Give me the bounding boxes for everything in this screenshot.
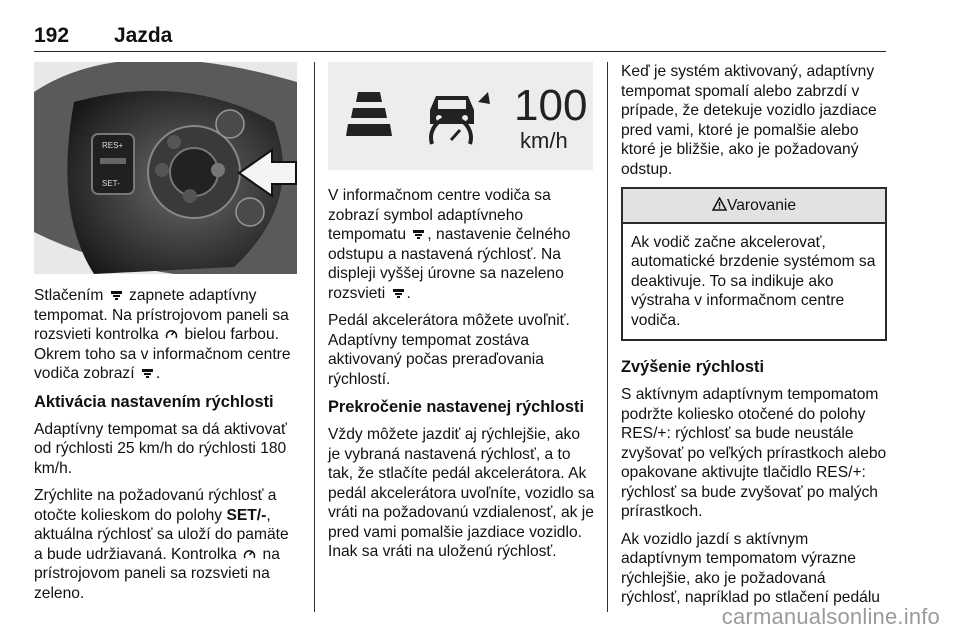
set-label: SET- — [102, 179, 120, 188]
paragraph: Keď je systém aktivovaný, adaptívny tempomat spomalí alebo zabrzdí v prípade, že detekuje vozidlo jazdiace pred vami, ktoré je pomalšie alebo ktoré je bližšie, ako je požadovaný odstup. — [621, 63, 877, 178]
column-1 — [34, 62, 300, 611]
column-3 — [621, 62, 887, 616]
warning-header — [623, 189, 885, 224]
paragraph: Pedál akcelerátora môžete uvoľniť. Adaptívny tempomat zostáva aktivovaný počas preraďovania rýchlostí. — [328, 312, 570, 388]
column-divider — [607, 62, 608, 612]
page-number: 192 — [34, 24, 70, 47]
set-speed: 100 — [514, 81, 588, 130]
paragraph: Ak vozidlo jazdí s aktívnym adaptívnym tempomatom výrazne rýchlejšie, ako je požadovaná rýchlosť, napríklad po stlačení pedálu — [621, 530, 880, 606]
page-header — [34, 24, 886, 50]
warning-box — [621, 187, 887, 341]
paragraph: V informačnom centre vodiča sa zobrazí symbol adaptívneho tempomatu , nastavenie čelného odstupu a nastavená rýchlosť. Na displeji vyššej úrovne sa nazeleno rozsvieti . — [328, 187, 571, 302]
paragraph: Adaptívny tempomat sa dá aktivovať od rýchlosti 25 km/h do rýchlosti 180 km/h. — [34, 420, 287, 477]
steering-wheel-illustration — [34, 62, 297, 274]
warning-text: Ak vodič začne akcelerovať, automatické brzdenie systémom sa deaktivuje. To sa indikuje ako výstraha v informačnom centre vodiča. — [631, 233, 876, 329]
watermark: carmanualsonline.info — [721, 604, 940, 629]
cruise-indicator-icon — [165, 329, 178, 340]
warning-title: Varovanie — [726, 197, 797, 214]
adaptive-cruise-icon — [141, 368, 154, 379]
section-heading: Prekročenie nastavenej rýchlosti — [328, 398, 584, 416]
column-divider — [314, 62, 315, 612]
adaptive-cruise-icon — [110, 290, 123, 301]
page-title: Jazda — [114, 24, 173, 47]
paragraph: S aktívnym adaptívnym tempomatom podržte koliesko otočené do polohy RES/+: rýchlosť sa bude neustále zvyšovať po veľkých prírastkoch alebo opakovane aktivujte tlačidlo RES/+: rýchlosť sa bude zvyšovať po malých prírastkoch. — [621, 386, 887, 520]
steering-wheel-figure — [34, 62, 297, 274]
column-2 — [328, 62, 596, 570]
res-label: RES+ — [102, 141, 124, 150]
paragraph: Vždy môžete jazdiť aj rýchlejšie, ako je vybraná nastavená rýchlosť, a to tak, že stlačíte pedál akcelerátora. Ak pedál akcelerátora uvoľníte, vozidlo sa vráti na požadovanú vzdialenosť, ak je pred vami pomalšie jazdiace vozidlo. Inak sa vráti na uloženú rýchlosť. — [328, 426, 595, 560]
section-heading: Zvýšenie rýchlosti — [621, 358, 765, 376]
header-rule — [34, 51, 886, 52]
display-illustration — [328, 62, 593, 170]
paragraph: Zrýchlite na požadovanú rýchlosť a otočte kolieskom do polohy SET/-, aktuálna rýchlosť sa uloží do pamäte a bude udržiavaná. Kontrolka na prístrojovom paneli sa rozsvieti na zeleno. — [34, 487, 289, 602]
speed-unit: km/h — [520, 128, 568, 153]
cruise-indicator-icon — [243, 549, 256, 560]
driver-info-display — [328, 62, 593, 170]
warning-triangle-icon — [712, 197, 727, 211]
adaptive-cruise-icon — [392, 288, 405, 299]
section-heading: Aktivácia nastavením rýchlosti — [34, 392, 274, 411]
paragraph: Stlačením zapnete adaptívny tempomat. Na prístrojovom paneli sa rozsvieti kontrolka bielou farbou. Okrem toho sa v informačnom centre vodiča zobrazí . — [34, 287, 291, 382]
adaptive-cruise-icon — [412, 229, 425, 240]
